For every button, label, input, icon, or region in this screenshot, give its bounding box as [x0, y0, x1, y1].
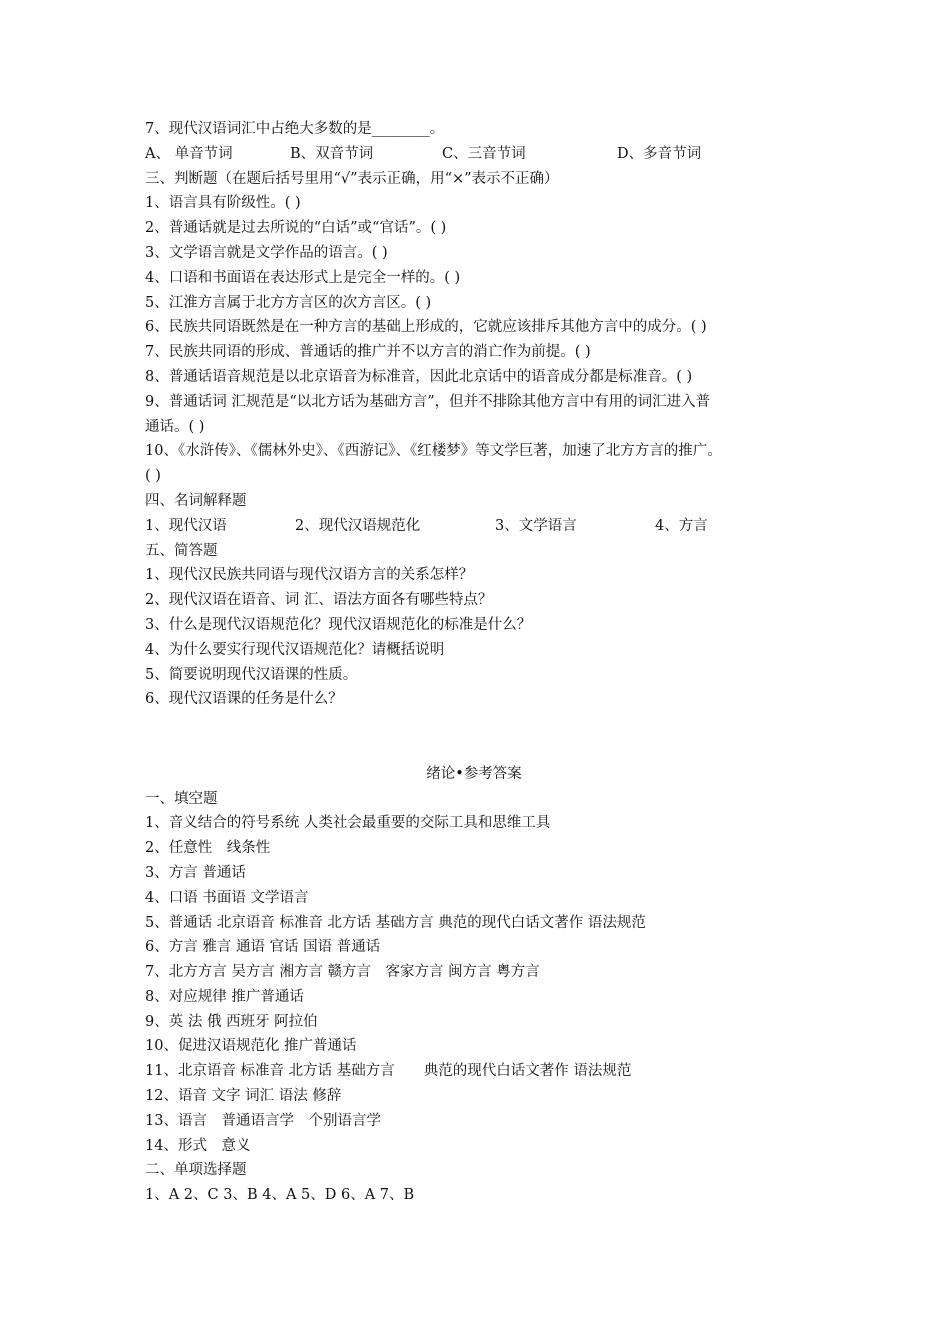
judge-item: 2、普通话就是过去所说的“白话”或“官话”。( ) [145, 220, 447, 237]
judge-section-title: 三、判断题（在题后括号里用“√”表示正确，用“×”表示不正确） [145, 170, 559, 187]
question-7-options [145, 142, 815, 167]
option-d: D、多音节词 [617, 145, 702, 162]
short-answer-item: 6、现代汉语课的任务是什么？ [145, 691, 343, 708]
judge-item: 3、文学语言就是文学作品的语言。( ) [145, 244, 388, 261]
judge-item: 4、口语和书面语在表达形式上是完全一样的。( ) [145, 269, 461, 286]
term-item: 1、现代汉语 [145, 517, 227, 534]
question-7: 7、现代汉语词汇中占绝大多数的是________。 [145, 121, 445, 137]
fill-answer: 12、语音 文字 词汇 语法 修辞 [145, 1088, 342, 1105]
fill-answer: 14、形式 意义 [145, 1137, 251, 1154]
term-item: 4、方言 [655, 517, 708, 534]
fill-answer: 2、任意性 线条性 [145, 840, 271, 857]
judge-item: 6、民族共同语既然是在一种方言的基础上形成的，它就应该排斥其他方言中的成分。( ) [145, 319, 707, 336]
short-answer-item: 3、什么是现代汉语规范化？现代汉语规范化的标准是什么？ [145, 616, 532, 633]
terms-list [145, 514, 815, 539]
document-body [145, 117, 815, 1208]
fill-answer: 3、方言 普通话 [145, 864, 246, 881]
fill-answer: 4、口语 书面语 文学语言 [145, 889, 309, 906]
fill-answer: 6、方言 雅言 通语 官话 国语 普通话 [145, 939, 381, 956]
fill-answer: 7、北方方言 吴方言 湘方言 赣方言 客家方言 闽方言 粤方言 [145, 964, 540, 981]
fill-answer: 8、对应规律 推广普通话 [145, 988, 304, 1005]
option-a: A、 单音节词 [145, 145, 233, 162]
judge-item: 5、江淮方言属于北方方言区的次方言区。( ) [145, 294, 432, 311]
fill-answers-title: 一、填空题 [145, 790, 218, 807]
fill-answer: 5、普通话 北京语音 标准音 北方话 基础方言 典范的现代白话文著作 语法规范 [145, 914, 646, 931]
terms-section-title: 四、名词解释题 [145, 492, 247, 509]
judge-item: 1、语言具有阶级性。( ) [145, 195, 301, 212]
short-answer-item: 1、现代汉民族共同语与现代汉语方言的关系怎样？ [145, 567, 474, 584]
term-item: 3、文学语言 [495, 517, 577, 534]
fill-answer: 9、英 法 俄 西班牙 阿拉伯 [145, 1013, 318, 1030]
choice-answers-title: 二、单项选择题 [145, 1162, 247, 1179]
fill-answer: 1、音义结合的符号系统 人类社会最重要的交际工具和思维工具 [145, 815, 551, 832]
short-answer-item: 5、简要说明现代汉语课的性质。 [145, 666, 358, 683]
option-c: C、三音节词 [442, 145, 526, 162]
answers-title: 绪论•参考答案 [426, 765, 522, 782]
choice-answers: 1、A 2、C 3、B 4、A 5、D 6、A 7、B [145, 1187, 415, 1204]
fill-answer: 13、语言 普通语言学 个别语言学 [145, 1112, 381, 1129]
short-answer-item: 2、现代汉语在语音、词 汇、语法方面各有哪些特点？ [145, 592, 493, 609]
judge-item-continued: 通话。( ) [145, 418, 205, 435]
judge-item: 7、民族共同语的形成、普通话的推广并不以方言的消亡作为前提。( ) [145, 344, 591, 361]
section-spacer [145, 712, 815, 762]
option-b: B、双音节词 [290, 145, 374, 162]
fill-answer: 11、北京语音 标准音 北方话 基础方言 典范的现代白话文著作 语法规范 [145, 1063, 632, 1080]
judge-item: 9、普通话词 汇规范是“以北方话为基础方言”，但并不排除其他方言中有用的词汇进入普 [145, 393, 711, 410]
fill-answer: 10、促进汉语规范化 推广普通话 [145, 1038, 357, 1055]
term-item: 2、现代汉语规范化 [295, 517, 421, 534]
judge-item: 10、《水浒传》、《儒林外史》、《西游记》、《红楼梦》等文学巨著，加速了北方方言的推广。 [145, 443, 722, 460]
judge-item-continued: ( ) [145, 468, 161, 485]
short-answer-item: 4、为什么要实行现代汉语规范化？请概括说明 [145, 641, 445, 658]
short-answer-section-title: 五、简答题 [145, 542, 218, 559]
judge-item: 8、普通话语音规范是以北京语音为标准音，因此北京话中的语音成分都是标准音。( ) [145, 368, 693, 385]
